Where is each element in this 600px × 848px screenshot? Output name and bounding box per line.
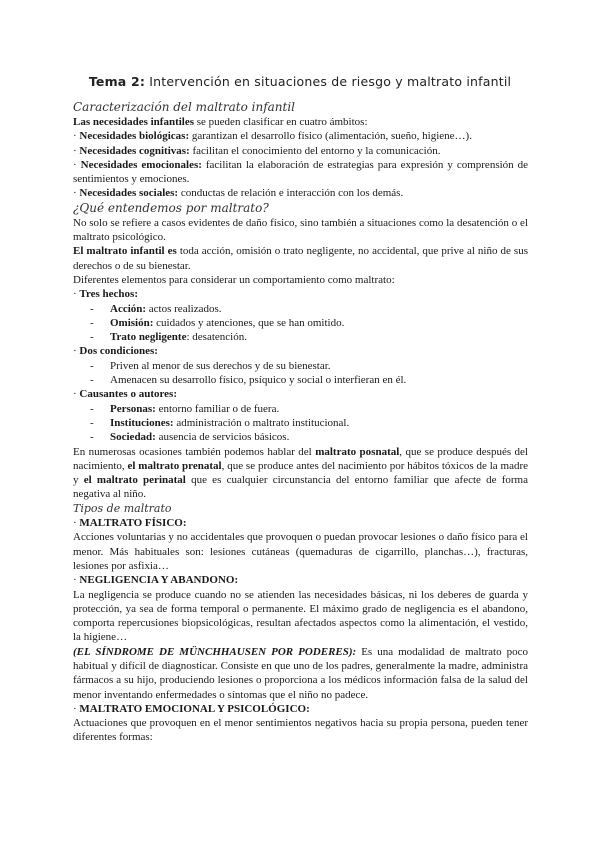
needs-intro-rest: se pueden clasificar en cuatro ámbitos:	[194, 116, 368, 128]
sub-text: entorno familiar o de fuera.	[155, 402, 280, 415]
sub-item-accion: - Acción: actos realizados.	[90, 302, 222, 315]
sub-item-amenacen: - Amenacen su desarrollo físico, psíquico y social o interfieran en él.	[90, 374, 407, 387]
paragraph-tipos-temporales	[73, 445, 528, 502]
sub-item-trato: - Trato negligente: desatención.	[90, 331, 247, 344]
type-label: MALTRATO FÍSICO:	[79, 517, 187, 530]
sub-item-sociedad: - Sociedad: ausencia de servicios básicos.	[90, 431, 290, 444]
sub-label: Omisión:	[110, 316, 154, 329]
need-text: facilitan el conocimiento del entorno y la comunicación.	[189, 144, 441, 157]
sub-item-omision: - Omisión: cuidados y atenciones, que se han omitido.	[90, 316, 345, 329]
type-label: MALTRATO EMOCIONAL Y PSICOLÓGICO:	[79, 702, 310, 715]
need-text: garantizan el desarrollo físico (alimentación, sueño, higiene…).	[189, 130, 472, 143]
type-heading-fisico: · MALTRATO FÍSICO:	[73, 517, 187, 530]
bullet: ·	[73, 144, 80, 157]
text-run: que es cualquier circunstancia del entorno familiar que afecte de forma negativa al niño.	[73, 474, 528, 501]
bullet: ·	[73, 187, 80, 200]
text-run: En numerosas ocasiones también podemos hablar del	[73, 445, 316, 458]
needs-intro-bold: Las necesidades infantiles	[73, 116, 195, 128]
needs-intro	[73, 115, 528, 129]
sub-text: Amenacen su desarrollo físico, psíquico y social o interfieran en él.	[110, 374, 407, 387]
bullet: ·	[73, 130, 80, 143]
need-label: Necesidades sociales:	[79, 187, 179, 200]
paragraph-evidentes: No solo se refiere a casos evidentes de daño físico, sino también a situaciones como la desatención o el maltrato psicológico.	[73, 216, 528, 244]
sub-text: cuidados y atenciones, que se han omitido.	[153, 316, 345, 329]
sub-item-priven: - Priven al menor de sus derechos y de su bienestar.	[90, 359, 331, 372]
text-run: , que se produce antes del nacimiento por hábitos tóxicos de la madre y	[73, 459, 529, 487]
type-label: NEGLIGENCIA Y ABANDONO:	[79, 574, 239, 587]
paragraph-elementos: Diferentes elementos para considerar un comportamiento como maltrato:	[73, 273, 395, 286]
sub-text: ausencia de servicios básicos.	[155, 431, 290, 444]
group-causantes: · Causantes o autores:	[73, 388, 177, 401]
need-label: Necesidades cognitivas:	[79, 144, 190, 157]
need-item-biologicas	[73, 129, 528, 143]
need-item-cognitivas	[73, 144, 528, 158]
sub-label: Instituciones:	[110, 416, 174, 429]
need-label: Necesidades emocionales:	[80, 158, 202, 171]
paragraph-negligencia: La negligencia se produce cuando no se atienden las necesidades básicas, ni los deberes de guarda y protección, ya sea de forma temporal o permanente. El máximo grado de negligencia es el abandono, comporta repercusiones biopsicológicas, resultan afectados aspectos como la alimentación, el vestido, la higiene…	[73, 588, 528, 644]
section-heading-tipos: Tipos de maltrato	[73, 501, 172, 515]
definition-rest: toda acción, omisión o trato negligente, no accidental, que prive al niño de sus derechos o de su bienestar.	[73, 245, 528, 272]
paragraph-definicion	[73, 244, 528, 273]
type-heading-negligencia: · NEGLIGENCIA Y ABANDONO:	[73, 574, 239, 587]
need-item-emocionales	[73, 158, 528, 187]
need-text: conductas de relación e interacción con los demás.	[178, 187, 404, 200]
term-perinatal: el maltrato perinatal	[83, 474, 186, 487]
title-prefix: Tema 2:	[88, 74, 146, 89]
type-heading-emocional: · MALTRATO EMOCIONAL Y PSICOLÓGICO:	[73, 702, 310, 715]
sub-label: Personas:	[110, 402, 156, 415]
bullet: ·	[73, 158, 81, 171]
document-body	[73, 100, 528, 745]
munchhausen-label: (EL SÍNDROME DE MÜNCHHAUSEN POR PODERES):	[73, 645, 357, 658]
sub-text: Priven al menor de sus derechos y de su bienestar.	[110, 359, 331, 372]
sub-text: actos realizados.	[146, 302, 222, 315]
paragraph-fisico: Acciones voluntarias y no accidentales que provoquen o puedan provocar lesiones o daño físico para el menor. Más habituales son: lesiones cutáneas (quemaduras de cigarrillo, planchas…), fracturas, lesiones por asfixia…	[73, 531, 528, 572]
sub-item-personas: - Personas: entorno familiar o de fuera.	[90, 402, 280, 415]
page-title	[0, 74, 600, 89]
term-prenatal: el maltrato prenatal	[127, 459, 222, 472]
term-posnatal: maltrato posnatal	[315, 445, 400, 458]
need-text: facilitan la elaboración de estrategias para expresión y comprensión de sentimientos y emociones.	[73, 158, 528, 186]
sub-label: Acción:	[110, 302, 147, 315]
section-heading-caracterizacion: Caracterización del maltrato infantil	[73, 100, 296, 114]
need-label: Necesidades biológicas:	[79, 130, 190, 143]
text-run: , que se produce después del nacimiento,	[73, 445, 528, 472]
sub-label: Trato negligente	[110, 331, 187, 344]
sub-text: : desatención.	[186, 331, 247, 344]
group-tres-hechos: · Tres hechos:	[73, 288, 138, 301]
definition-bold: El maltrato infantil es	[73, 245, 177, 258]
need-item-sociales	[73, 186, 528, 200]
section-heading-maltrato: ¿Qué entendemos por maltrato?	[73, 200, 269, 215]
title-text: Intervención en situaciones de riesgo y maltrato infantil	[149, 74, 512, 89]
group-label: Dos condiciones	[79, 345, 155, 358]
sub-text: administración o maltrato institucional.	[173, 416, 350, 429]
munchhausen-text: Es una modalidad de maltrato poco habitual y difícil de diagnosticar. Consiste en que uno de los padres, generalmente la madre, administra fármacos a su hijo, produciendo lesiones o proporciona a los médicos información falsa de la salud del menor inventando enfermedades o síntomas que el niño no padece.	[73, 645, 529, 701]
paragraph-emocional: Actuaciones que provoquen en el menor sentimientos negativos hacia su propia persona, pueden tener diferentes formas:	[73, 717, 528, 744]
group-dos-condiciones: · Dos condiciones:	[73, 345, 158, 358]
paragraph-munchhausen	[73, 645, 528, 702]
sub-label: Sociedad:	[110, 431, 156, 444]
sub-item-instituciones: - Instituciones: administración o maltrato institucional.	[90, 416, 350, 429]
group-label: Causantes o autores:	[79, 388, 177, 401]
group-label: Tres hechos:	[79, 288, 138, 301]
